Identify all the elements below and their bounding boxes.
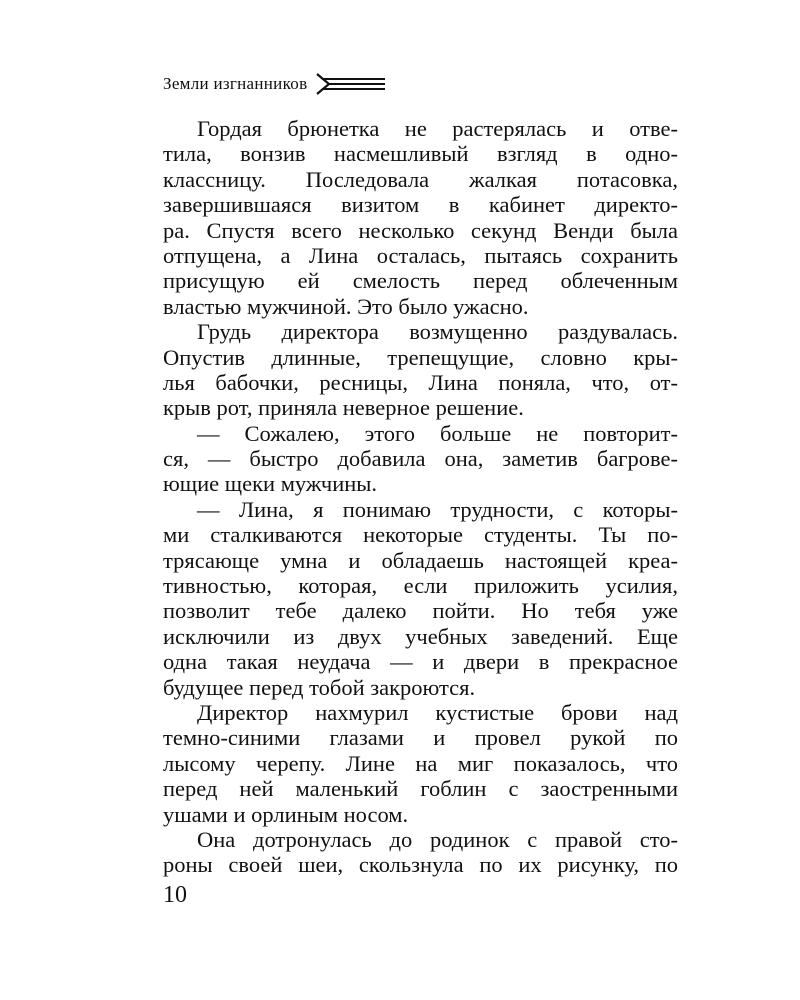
text-line: Грудь директора возмущенно раздувалась.	[197, 319, 678, 345]
text-line: ушами и орлиным носом.	[163, 801, 409, 827]
text-line: темно-синими глазами и провел рукой по	[163, 725, 678, 751]
text-line: — Лина, я понимаю трудности, с которы-	[197, 496, 678, 522]
text-line: Опустив длинные, трепещущие, словно кры-	[163, 344, 678, 370]
text-line: ся, — быстро добавила она, заметив багрове-	[163, 446, 678, 472]
triple-line-arrow-ornament-icon	[315, 72, 387, 96]
text-line: ра. Спустя всего несколько секунд Венди была	[163, 217, 678, 243]
text-line: Она дотронулась до родинок с правой сто-	[197, 826, 678, 852]
text-line: — Сожалею, этого больше не повторит-	[197, 420, 678, 446]
running-header	[163, 70, 387, 98]
text-line: тила, вонзив насмешливый взгляд в одно-	[163, 141, 678, 167]
text-line: исключили из двух учебных заведений. Еще	[163, 623, 678, 649]
body-text	[163, 116, 678, 878]
text-line: властью мужчиной. Это было ужасно.	[163, 293, 529, 319]
text-line: лысому черепу. Лине на миг показалось, что	[163, 750, 678, 776]
text-line: присущую ей смелость перед облеченным	[163, 268, 678, 294]
text-line: позволит тебе далеко пойти. Но тебя уже	[163, 598, 678, 624]
text-line: будущее перед тобой закроются.	[163, 674, 476, 700]
text-line: тивностью, которая, если приложить усилия,	[163, 573, 678, 599]
text-line: Директор нахмурил кустистые брови над	[197, 699, 678, 725]
page-number: 10	[163, 882, 187, 908]
text-line: роны своей шеи, скользнула по их рисунку, по	[163, 852, 678, 878]
text-line: классницу. Последовала жалкая потасовка,	[163, 166, 678, 192]
text-line: лья бабочки, ресницы, Лина поняла, что, от-	[163, 369, 678, 395]
text-line: завершившаяся визитом в кабинет директо-	[163, 192, 678, 218]
text-line: трясающе умна и обладаешь настоящей креа-	[163, 547, 678, 573]
text-line: ми сталкиваются некоторые студенты. Ты по-	[163, 522, 678, 548]
text-line: перед ней маленький гоблин с заостренными	[163, 776, 678, 802]
text-line: крыв рот, приняла неверное решение.	[163, 395, 524, 421]
text-line: одна такая неудача — и двери в прекрасное	[163, 649, 678, 675]
running-title: Земли изгнанников	[163, 74, 308, 93]
text-line: Гордая брюнетка не растерялась и отве-	[197, 116, 678, 141]
text-line: отпущена, а Лина осталась, пытаясь сохранить	[163, 242, 678, 268]
text-line: ющие щеки мужчины.	[163, 471, 378, 497]
